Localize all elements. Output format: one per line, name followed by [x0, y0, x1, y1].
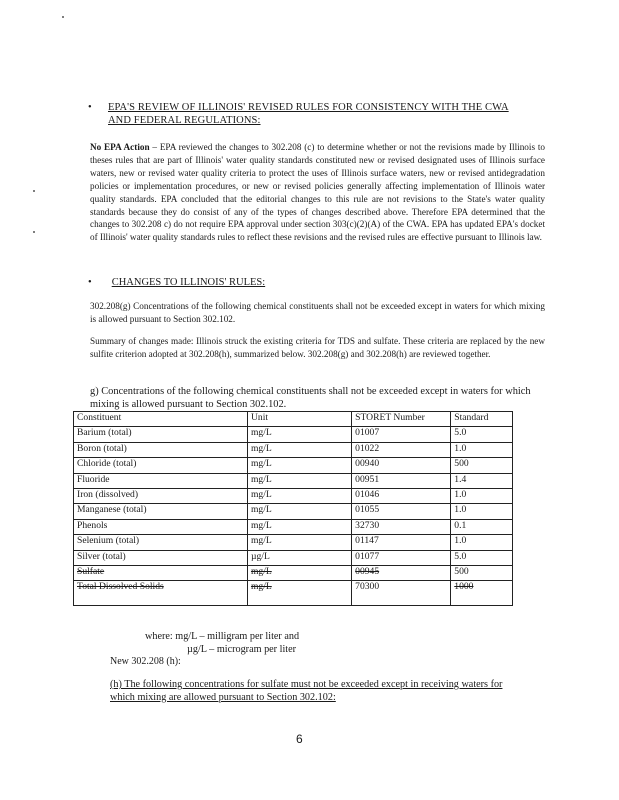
constituent-cell: Boron (total)	[74, 442, 248, 457]
no-action-paragraph	[90, 141, 545, 244]
storet-cell: 00945	[352, 565, 451, 580]
header-unit: Unit	[247, 412, 351, 427]
section-302208g-paragraph: 302.208(g) Concentrations of the following chemical constituents shall not be exceeded except in waters for which mixing is allowed pursuant to Section 302.102.	[90, 301, 545, 324]
table-header-row	[74, 412, 513, 427]
table-intro: g) Concentrations of the following chemical constituents shall not be exceeded except in waters for which mixing is allowed pursuant to Section 302.102.	[90, 386, 531, 410]
bullet-icon: •	[88, 102, 92, 113]
constituents-table	[73, 411, 513, 606]
standard-cell: 1.0	[451, 535, 513, 550]
storet-cell: 01055	[352, 504, 451, 519]
new-section-label: New 302.208 (h):	[110, 656, 181, 667]
storet-cell: 01007	[352, 427, 451, 442]
unit-cell: mg/L	[247, 535, 351, 550]
header-storet: STORET Number	[352, 412, 451, 427]
standard-cell: 1.0	[451, 504, 513, 519]
unit-cell: µg/L	[247, 550, 351, 565]
no-action-text: – EPA reviewed the changes to 302.208 (c) to determine whether or not the revisions made by Illinois to theses rules that are part of Illinois' water quality standards constituted new or revised designated uses of Illinois surface waters, new or revised water quality criteria to protect the uses of Illinois surface waters, new or revised antidegradation policies or implementation procedures, or new or revised policies generally affecting implementation of Illinois water quality standards. EPA concluded that the editorial changes to this rule are not revisions to the State's water quality standards because they do consist of any of the types of changes described above. Therefore EPA determined that the changes to 302.208 c) do not require EPA approval under section 303(c)(2)(A) of the CWA. EPA has updated EPA's docket of Illinois' water quality standards rules to reflect these revisions and the revised rules are effective pursuant to Illinois law.	[90, 142, 545, 243]
constituent-cell	[74, 581, 248, 606]
units-legend-line2: µg/L – microgram per liter	[187, 644, 297, 655]
units-legend	[145, 630, 299, 656]
storet-cell: 00940	[352, 458, 451, 473]
table-row-struck	[74, 565, 513, 580]
storet-cell: 01147	[352, 535, 451, 550]
review-heading-line1: EPA'S REVIEW OF ILLINOIS' REVISED RULES FOR CONSISTENCY WITH THE CWA	[108, 102, 509, 113]
table-row	[74, 488, 513, 503]
table-row	[74, 473, 513, 488]
scan-speck	[62, 16, 64, 18]
standard-cell: 0.1	[451, 519, 513, 534]
scan-speck	[33, 190, 35, 192]
unit-cell: mg/L	[247, 519, 351, 534]
scan-speck	[33, 231, 35, 233]
no-action-label: No EPA Action	[90, 142, 150, 152]
storet-cell: 00951	[352, 473, 451, 488]
standard-cell: 5.0	[451, 427, 513, 442]
storet-cell: 01046	[352, 488, 451, 503]
constituent-cell: Barium (total)	[74, 427, 248, 442]
table-row	[74, 550, 513, 565]
storet-cell: 01022	[352, 442, 451, 457]
constituent-cell: Iron (dissolved)	[74, 488, 248, 503]
storet-cell: 70300	[352, 581, 451, 606]
unit-cell: mg/L	[247, 581, 351, 606]
unit-cell: mg/L	[247, 442, 351, 457]
changes-heading	[88, 277, 265, 288]
standard-cell: 1000	[451, 581, 513, 606]
storet-cell: 01077	[352, 550, 451, 565]
constituent-cell: Manganese (total)	[74, 504, 248, 519]
table-row-struck	[74, 581, 513, 606]
standard-cell: 1.0	[451, 442, 513, 457]
section-302208h-paragraph: (h) The following concentrations for sulfate must not be exceeded except in receiving waters for which mixing are allowed pursuant to Section 302.102:	[110, 679, 503, 703]
unit-cell: mg/L	[247, 565, 351, 580]
units-legend-line1: where: mg/L – milligram per liter and	[145, 631, 300, 642]
table-row	[74, 535, 513, 550]
table-row	[74, 458, 513, 473]
bullet-icon: •	[88, 277, 92, 288]
review-heading-line2: AND FEDERAL REGULATIONS:	[108, 115, 261, 126]
changes-heading-text: CHANGES TO ILLINOIS' RULES:	[111, 277, 266, 288]
storet-cell: 32730	[352, 519, 451, 534]
page-number: 6	[296, 732, 303, 746]
standard-cell: 1.0	[451, 488, 513, 503]
table-row	[74, 519, 513, 534]
table-row	[74, 442, 513, 457]
constituent-cell: Fluoride	[74, 473, 248, 488]
unit-cell: mg/L	[247, 473, 351, 488]
constituent-cell: Selenium (total)	[74, 535, 248, 550]
table-row	[74, 504, 513, 519]
constituent-cell: Phenols	[74, 519, 248, 534]
header-constituent: Constituent	[74, 412, 248, 427]
unit-cell: mg/L	[247, 504, 351, 519]
header-standard: Standard	[451, 412, 513, 427]
standard-cell: 5.0	[451, 550, 513, 565]
standard-cell: 500	[451, 458, 513, 473]
struck-constituent-text: Total Dissolved Solids	[77, 581, 164, 593]
standard-cell: 500	[451, 565, 513, 580]
unit-cell: mg/L	[247, 488, 351, 503]
summary-paragraph: Summary of changes made: Illinois struck the existing criteria for TDS and sulfate. These criteria are replaced by the new sulfite criterion adopted at 302.208(h), summarized below. 302.208(g) and 302.208(h) are reviewed together.	[90, 336, 545, 359]
constituent-cell: Silver (total)	[74, 550, 248, 565]
constituent-cell: Chloride (total)	[74, 458, 248, 473]
unit-cell: mg/L	[247, 427, 351, 442]
standard-cell: 1.4	[451, 473, 513, 488]
table-row	[74, 427, 513, 442]
unit-cell: mg/L	[247, 458, 351, 473]
constituent-cell: Sulfate	[74, 565, 248, 580]
